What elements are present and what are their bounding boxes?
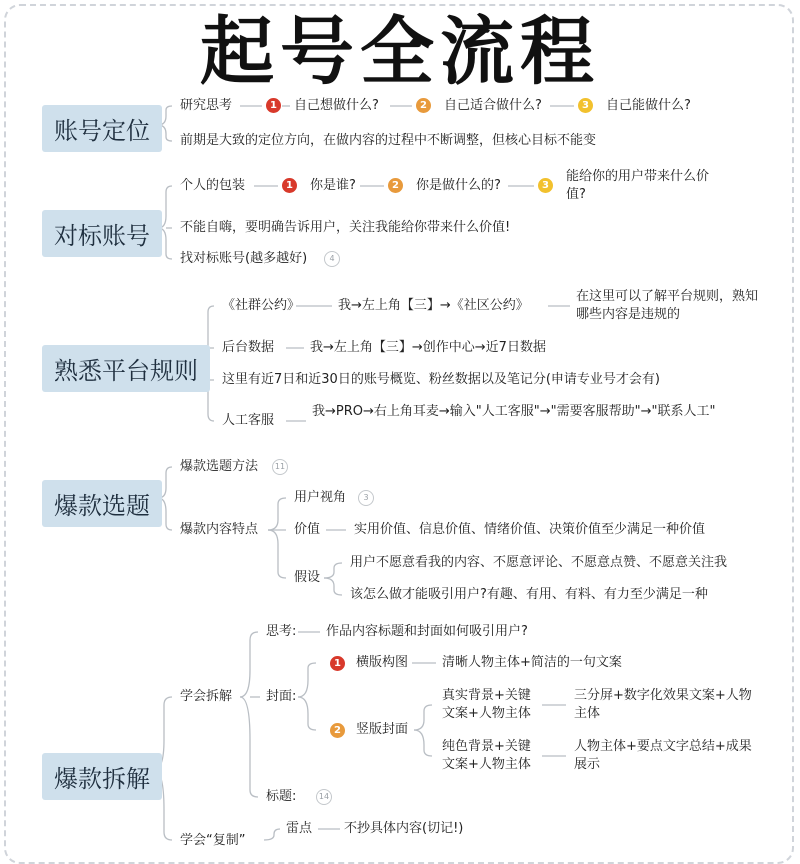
- child-count-badge[interactable]: 3: [358, 490, 374, 506]
- node-assume: 假设: [294, 570, 321, 585]
- node-stats: 这里有近7日和近30日的账号概览、粉丝数据以及笔记分(申请专业号才会有): [222, 372, 660, 387]
- node-mine: 雷点: [286, 821, 313, 836]
- node-vertical-2-desc: 人物主体+要点文字总结+成果展示: [574, 739, 752, 772]
- node-convention: 《社群公约》: [222, 298, 301, 313]
- node-what: 你是做什么的?: [416, 178, 501, 193]
- node-vertical-2: 纯色背景+关键文案+人物主体: [442, 739, 531, 772]
- badge-1: 1: [266, 98, 281, 113]
- line: [414, 705, 432, 730]
- node-note: 不能自嗨，要明确告诉用户，关注我能给你带来什么价值!: [180, 220, 511, 235]
- node-horizontal-desc: 清晰人物主体+简洁的一句文案: [442, 655, 622, 670]
- badge-2: 2: [388, 178, 403, 193]
- node-backend: 后台数据: [222, 340, 275, 355]
- section-account-positioning: 账号定位: [42, 105, 162, 152]
- node-want: 自己想做什么?: [294, 98, 379, 113]
- node-customer-service: 人工客服: [222, 413, 275, 428]
- child-count-badge[interactable]: 14: [316, 789, 332, 805]
- line: [268, 530, 286, 578]
- section-hot-breakdown: 爆款拆解: [42, 753, 162, 800]
- page-title: 起号全流程: [200, 9, 600, 95]
- node-title: 标题:: [266, 789, 297, 804]
- node-find: 找对标账号(越多越好): [180, 251, 308, 266]
- line: [324, 563, 342, 578]
- line: [298, 663, 316, 697]
- section-platform-rules: 熟悉平台规则: [42, 345, 210, 392]
- node-value: 价值: [294, 522, 321, 537]
- node-assume-1: 用户不愿意看我的内容、不愿意评论、不愿意点赞、不愿意关注我: [350, 555, 728, 570]
- node-convention-path: 我→左上角【三】→《社区公约》: [338, 298, 529, 313]
- badge-2: 2: [416, 98, 431, 113]
- line: [268, 498, 286, 530]
- node-learn-copy: 学会“复制”: [180, 833, 246, 848]
- node-assume-2: 该怎么做才能吸引用户?有趣、有用、有料、有力至少满足一种: [350, 587, 708, 602]
- node-note: 前期是大致的定位方向，在做内容的过程中不断调整，但核心目标不能变: [180, 133, 597, 148]
- line: [298, 697, 316, 730]
- node-topic-method: 爆款选题方法: [180, 459, 259, 474]
- node-cs-path: 我→PRO→右上角耳麦→输入"人工客服"→"需要客服帮助"→"联系人工": [312, 404, 716, 419]
- node-vertical: 竖版封面: [356, 722, 409, 737]
- node-think: 思考:: [266, 624, 297, 639]
- node-who: 你是谁?: [310, 178, 356, 193]
- node-value: 能给你的用户带来什么价值?: [566, 169, 710, 202]
- section-hot-topics: 爆款选题: [42, 480, 162, 527]
- node-user-view: 用户视角: [294, 490, 347, 505]
- line: [240, 697, 258, 797]
- line: [240, 632, 258, 697]
- badge-3: 3: [538, 178, 553, 193]
- node-horizontal: 横版构图: [356, 655, 409, 670]
- line: [264, 829, 280, 840]
- node-can: 自己能做什么?: [606, 98, 691, 113]
- node-backend-path: 我→左上角【三】→创作中心→近7日数据: [310, 340, 546, 355]
- badge-2: 2: [330, 723, 345, 738]
- node-learn-breakdown: 学会拆解: [180, 689, 233, 704]
- node-vertical-1-desc: 三分屏+数字化效果文案+人物主体: [574, 688, 752, 721]
- node-value-desc: 实用价值、信息价值、情绪价值、决策价值至少满足一种价值: [354, 522, 706, 537]
- node-cover: 封面:: [266, 689, 297, 704]
- badge-3: 3: [578, 98, 593, 113]
- node-think-question: 作品内容标题和封面如何吸引用户?: [326, 624, 528, 639]
- node-research: 研究思考: [180, 98, 233, 113]
- node-convention-desc: 在这里可以了解平台规则，熟知哪些内容是违规的: [576, 289, 759, 322]
- line: [324, 578, 342, 595]
- child-count-badge[interactable]: 4: [324, 251, 340, 267]
- node-suit: 自己适合做什么?: [444, 98, 542, 113]
- section-benchmark-accounts: 对标账号: [42, 210, 162, 257]
- node-packaging: 个人的包装: [180, 178, 246, 193]
- child-count-badge[interactable]: 11: [272, 459, 288, 475]
- line: [414, 730, 432, 756]
- node-mine-desc: 不抄具体内容(切记!): [344, 821, 464, 836]
- node-content-feature: 爆款内容特点: [180, 522, 259, 537]
- badge-1: 1: [282, 178, 297, 193]
- node-vertical-1: 真实背景+关键文案+人物主体: [442, 688, 531, 721]
- badge-1: 1: [330, 656, 345, 671]
